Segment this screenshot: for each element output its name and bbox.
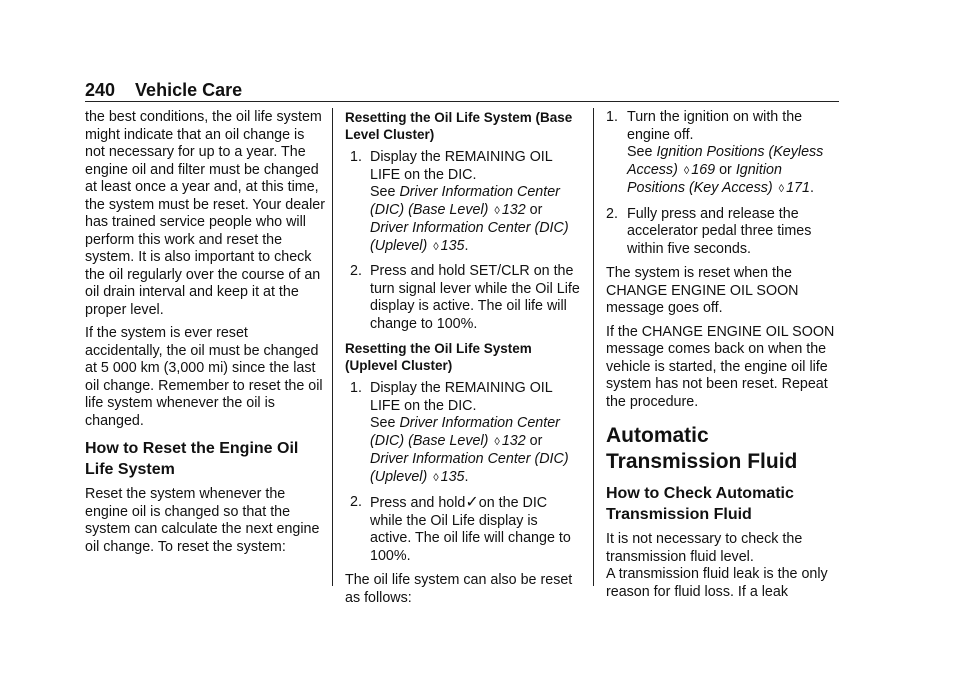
page-ref-arrow-icon: ◊: [494, 204, 500, 217]
page-reference[interactable]: 135: [440, 468, 465, 485]
see-label: See: [627, 144, 653, 160]
column-1: [85, 109, 325, 562]
step-text: Fully press and release the accelerator pedal three times within five seconds.: [627, 205, 812, 257]
cross-reference-link[interactable]: Driver Information Center (DIC) (Uplevel): [370, 451, 569, 485]
column-divider-1: [332, 108, 333, 586]
page-header: [85, 80, 242, 101]
checkmark-icon: ✓: [465, 494, 479, 511]
step-item: [606, 206, 842, 259]
subheading-base-level: Resetting the Oil Life System (Base Level Cluster): [345, 110, 573, 142]
subheading-uplevel: Resetting the Oil Life System (Uplevel Cluster): [345, 341, 532, 373]
or-text: or: [529, 432, 543, 449]
paragraph: If the CHANGE ENGINE OIL SOON message comes back on when the vehicle is started, the engine oil life system has not been reset. Repeat the procedure.: [606, 323, 835, 410]
paragraph: It is not necessary to check the transmission fluid level.: [606, 531, 803, 565]
step-text: on the DIC while the Oil Life display is active. The oil life will change to 100%.: [370, 495, 571, 564]
or-text: or: [529, 201, 543, 218]
page-reference[interactable]: 171: [786, 180, 810, 196]
step-text: Press and hold SET/CLR on the turn signal lever while the Oil Life display is active. The oil life will change to 100%.: [370, 263, 580, 332]
section-heading: How to Reset the Engine Oil Life System: [85, 440, 299, 478]
page-reference[interactable]: 132: [501, 201, 526, 218]
column-divider-2: [593, 108, 594, 586]
step-item: [345, 494, 580, 565]
step-item: [345, 149, 580, 256]
header-rule: [85, 101, 839, 102]
see-label: See: [370, 415, 396, 431]
cross-reference-link[interactable]: Driver Information Center (DIC) (Uplevel): [370, 220, 569, 254]
section-title: Vehicle Care: [135, 80, 243, 100]
step-text: Turn the ignition on with the engine off.: [627, 109, 803, 143]
step-item: [345, 263, 580, 333]
step-number: 1.: [606, 109, 618, 125]
page-reference[interactable]: 135: [440, 237, 465, 254]
page-ref-arrow-icon: ◊: [433, 471, 439, 484]
paragraph: the best conditions, the oil life system might indicate that an oil change is not necessary for up to a year. The engine oil and filter must be changed at least once a year and, at this time, the system must be reset. Your dealer has trained service people who will perform this work and reset the system. It is also important to check the oil regularly over the course of an oil drain interval and keep it at the proper level.: [85, 109, 325, 318]
page-number: 240: [85, 80, 116, 100]
page-reference[interactable]: 169: [691, 161, 716, 178]
column-3: [606, 109, 842, 607]
cross-reference-link[interactable]: Ignition Positions (Key Access): [627, 161, 782, 196]
page-ref-arrow-icon: ◊: [683, 164, 690, 177]
step-number: 1.: [350, 380, 362, 396]
period: .: [464, 468, 469, 485]
paragraph: Reset the system whenever the engine oil is changed so that the system can calculate the next engine oil change. To reset the system:: [85, 486, 320, 555]
step-text: Display the REMAINING OIL LIFE on the DIC.: [370, 149, 553, 183]
page-ref-arrow-icon: ◊: [778, 183, 785, 195]
paragraph: The system is reset when the CHANGE ENGINE OIL SOON message goes off.: [606, 265, 799, 316]
page-ref-arrow-icon: ◊: [433, 240, 439, 253]
cross-reference-link[interactable]: Ignition Positions (Keyless Access): [627, 144, 824, 178]
or-text: or: [719, 161, 732, 178]
paragraph: If the system is ever reset accidentally, the oil must be changed at 5 000 km (3,000 mi) since the last oil change. Remember to reset the oil life system whenever the oil is changed.: [85, 325, 323, 429]
step-item: [345, 380, 580, 487]
section-heading: How to Check Automatic Transmission Fluid: [606, 485, 794, 523]
paragraph: A transmission fluid leak is the only reason for fluid loss. If a leak: [606, 566, 828, 600]
step-number: 2.: [606, 205, 618, 222]
cross-reference-link[interactable]: Driver Information Center (DIC) (Base Level): [370, 184, 560, 218]
step-number: 1.: [350, 149, 362, 165]
step-text: Display the REMAINING OIL LIFE on the DIC.: [370, 380, 553, 414]
step-item: [606, 109, 842, 199]
period: .: [464, 237, 469, 254]
column-2: [345, 109, 580, 613]
chapter-heading: Automatic Transmission Fluid: [606, 424, 798, 473]
page-ref-arrow-icon: ◊: [494, 435, 500, 448]
period: .: [809, 180, 814, 196]
cross-reference-link[interactable]: Driver Information Center (DIC) (Base Level): [370, 415, 560, 449]
step-number: 2.: [350, 263, 362, 279]
page-reference[interactable]: 132: [501, 432, 526, 449]
step-text: Press and hold: [370, 495, 466, 511]
step-number: 2.: [350, 494, 362, 510]
see-label: See: [370, 184, 396, 200]
paragraph: The oil life system can also be reset as follows:: [345, 572, 573, 606]
